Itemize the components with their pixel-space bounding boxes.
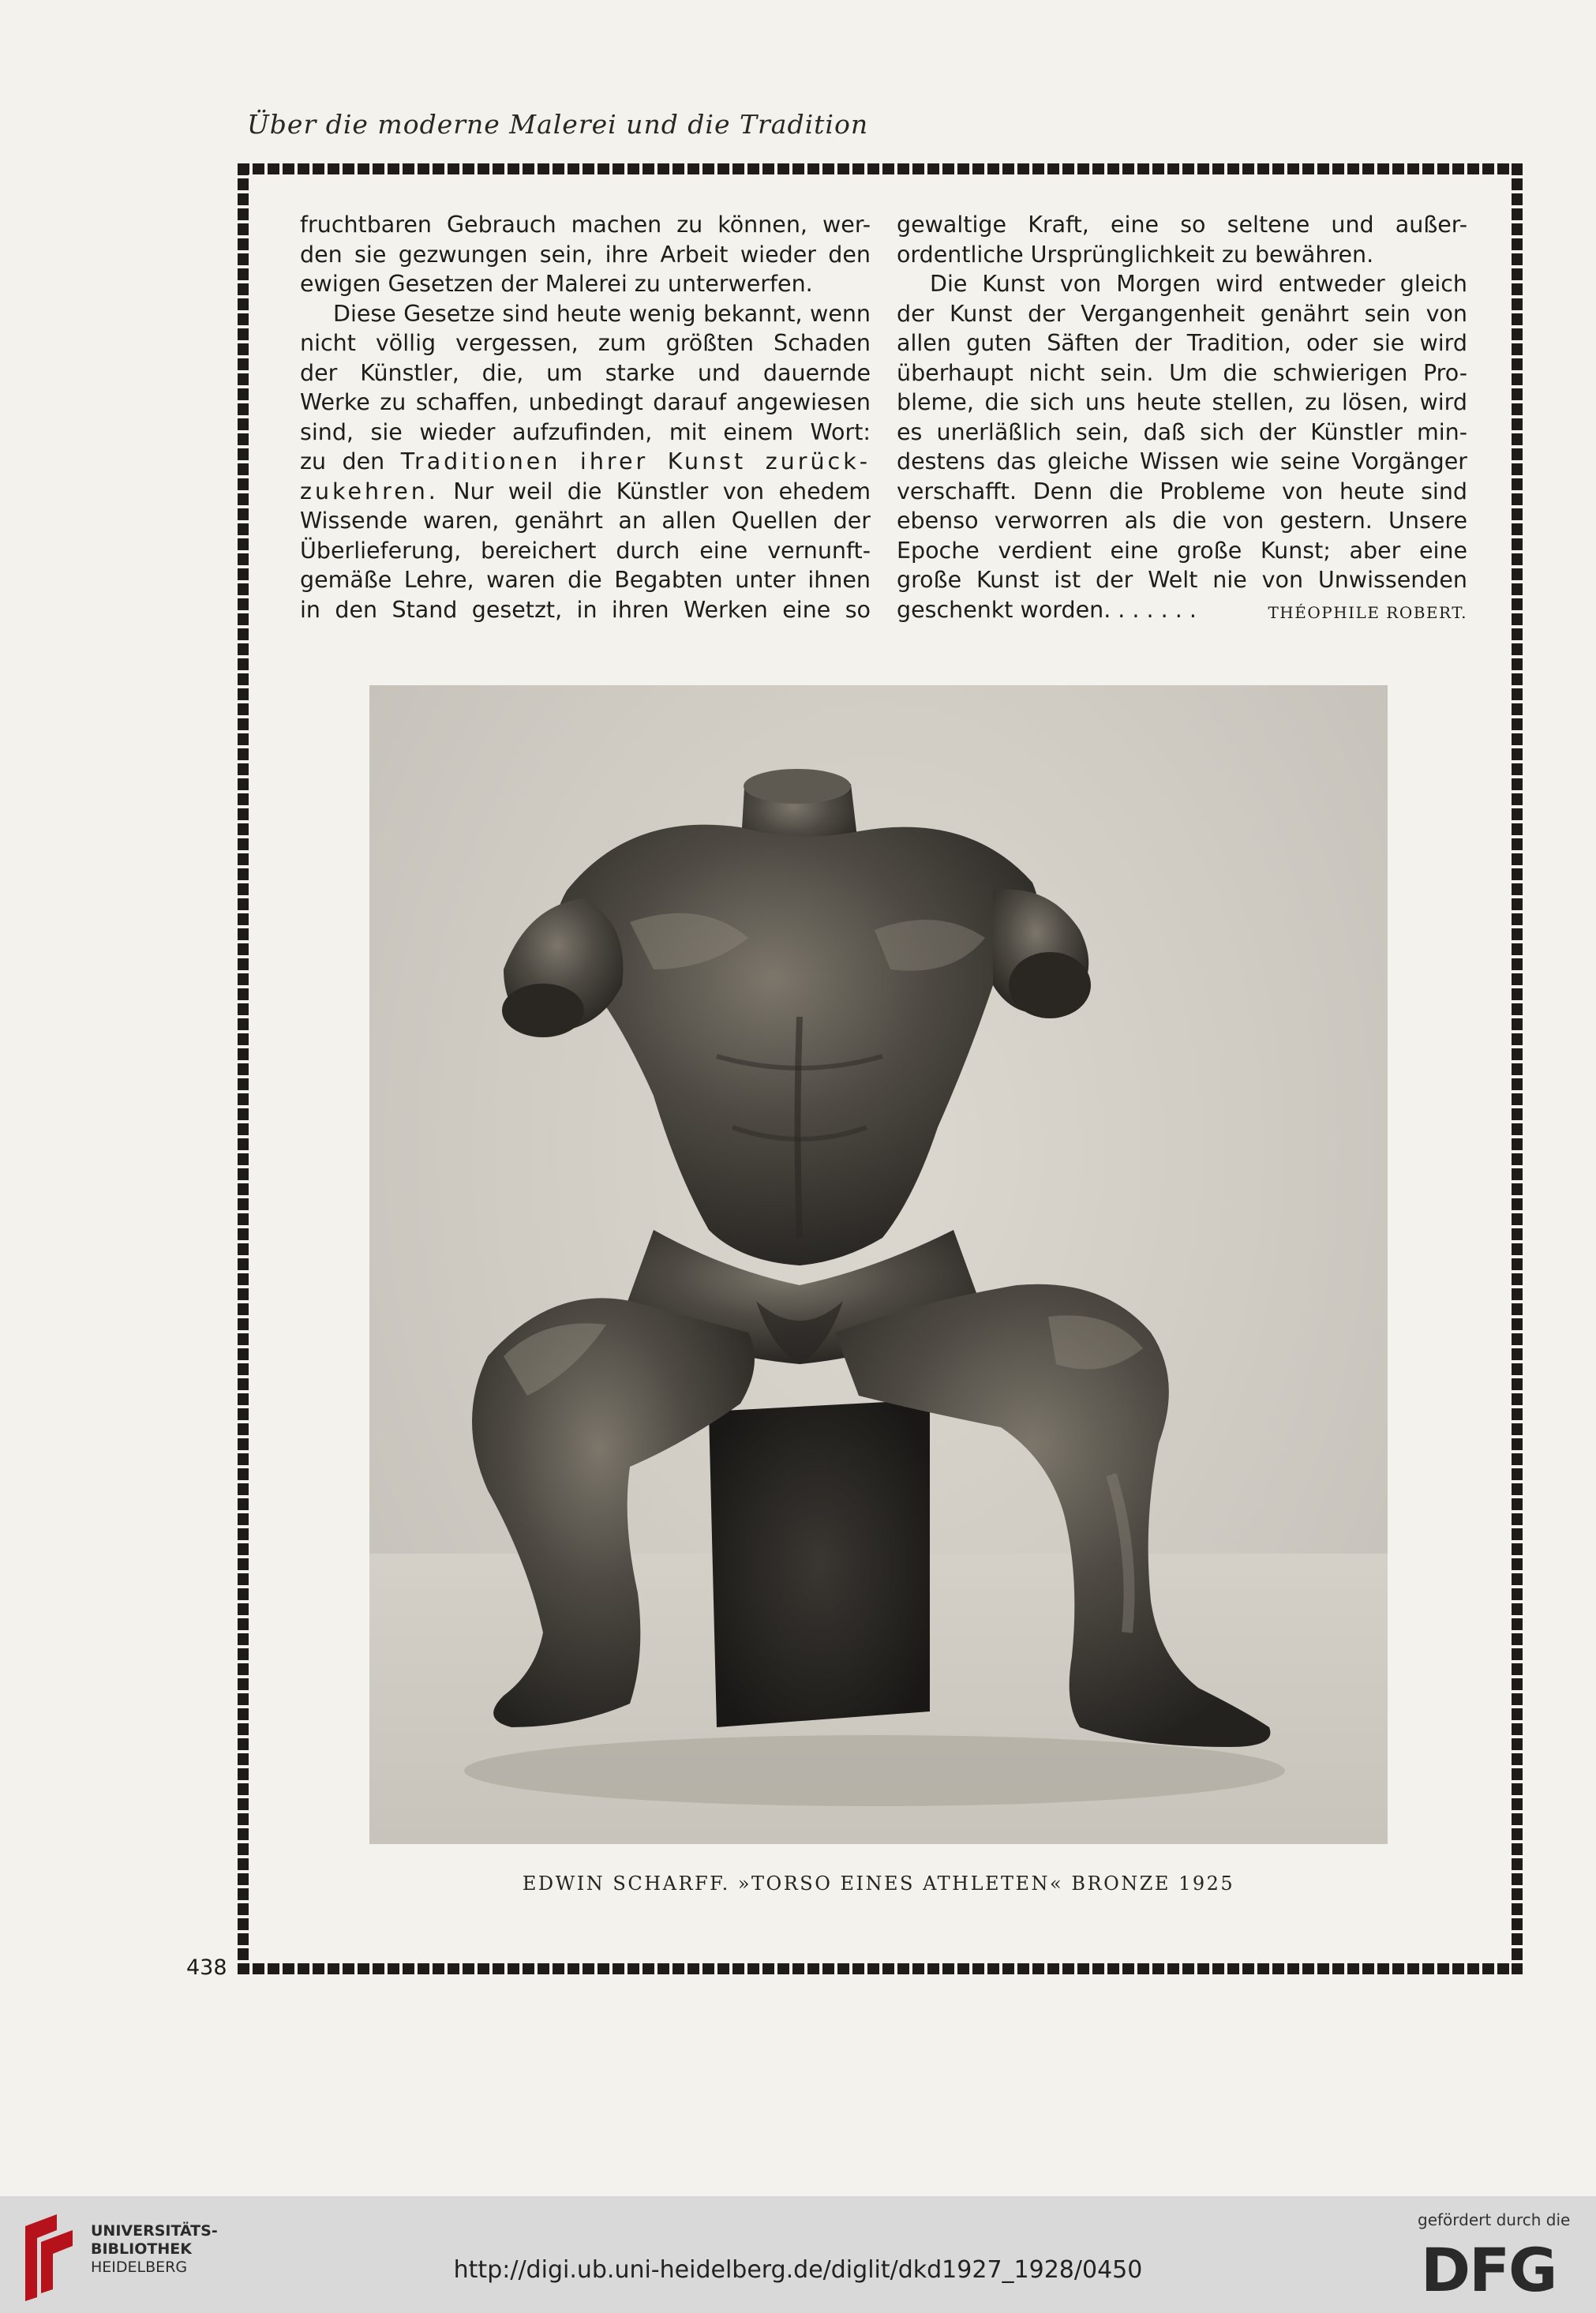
text-line: destens das gleiche Wissen wie seine Vorgänger (897, 448, 1467, 474)
text-line: bleme, die sich uns heute stellen, zu lösen, wird (897, 389, 1467, 415)
text-line: geschenkt worden. . . . . . . (897, 596, 1197, 623)
decorative-border-right (1512, 163, 1523, 1974)
figure-caption: EDWIN SCHARFF. »TORSO EINES ATHLETEN« BRONZE 1925 (522, 1873, 1235, 1895)
text-line: der Künstler, die, um starke und dauernde (300, 359, 871, 386)
text-line: in den Stand gesetzt, in ihren Werken eine so (300, 596, 871, 623)
text-line: allen guten Säften der Tradition, oder sie wird (897, 330, 1467, 356)
library-name-line: HEIDELBERG (91, 2259, 188, 2276)
decorative-border-bottom (238, 1963, 1523, 1974)
text-line: Überlieferung, bereichert durch eine vernunft- (300, 537, 871, 564)
emphasis-text: Traditionen ihrer Kunst zurück- (400, 448, 871, 474)
emphasis-text: zukehren. (300, 478, 439, 504)
text-line: ebenso verworren als die von gestern. Unsere (897, 508, 1467, 534)
sculpture-photograph (369, 685, 1388, 1844)
article-column-right (897, 210, 1467, 628)
text-line: Die Kunst von Morgen wird entweder gleich (930, 271, 1467, 297)
text-line: zukehren. Nur weil die Künstler von ehedem (300, 478, 871, 504)
text-line: große Kunst ist der Welt nie von Unwissenden (897, 567, 1467, 593)
text-line: Diese Gesetze sind heute wenig bekannt, wenn (333, 300, 871, 327)
text-line: sind, sie wieder aufzufinden, mit einem Wort: (300, 418, 871, 445)
dfg-logo: DFG (1421, 2235, 1557, 2305)
text-line: es unerläßlich sein, daß sich der Künstler min- (897, 418, 1467, 445)
text-line: verschafft. Denn die Probleme von heute sind (897, 478, 1467, 504)
text-line: den sie gezwungen sein, ihre Arbeit wieder den (300, 241, 871, 268)
library-name-line: BIBLIOTHEK (91, 2240, 192, 2258)
digitization-footer-bar (0, 2196, 1596, 2313)
text-line: gewaltige Kraft, eine so seltene und außer- (897, 212, 1467, 238)
text-line: zu den Traditionen ihrer Kunst zurück- (300, 448, 871, 474)
library-name-line: UNIVERSITÄTS- (91, 2222, 218, 2240)
text-line: ewigen Gesetzen der Malerei zu unterwerfen. (300, 271, 813, 297)
decorative-border-left (238, 163, 249, 1974)
page-number: 438 (186, 1955, 227, 1980)
text-line: nicht völlig vergessen, zum größten Schaden (300, 330, 871, 356)
text-line: der Kunst der Vergangenheit genährt sein von (897, 300, 1467, 327)
running-title: Über die moderne Malerei und die Tradition (247, 109, 869, 140)
permalink-url[interactable]: http://digi.ub.uni-heidelberg.de/diglit/dkd1927_1928/0450 (453, 2256, 1143, 2284)
text-line: ordentliche Ursprünglichkeit zu bewähren. (897, 241, 1374, 268)
text-line: fruchtbaren Gebrauch machen zu können, wer- (300, 212, 871, 238)
funding-note: gefördert durch die (1418, 2210, 1571, 2229)
text-line: überhaupt nicht sein. Um die schwierigen Pro- (897, 359, 1467, 386)
author-signature: THÉOPHILE ROBERT. (1268, 602, 1467, 622)
text-line: gemäße Lehre, waren die Begabten unter ihnen (300, 567, 871, 593)
decorative-border-top (238, 163, 1523, 174)
text-line: Werke zu schaffen, unbedingt darauf angewiesen (300, 389, 871, 415)
bronze-torso-figure (369, 685, 1388, 1844)
article-column-left (300, 210, 871, 624)
text-line-with-signature (897, 595, 1467, 625)
text-line: Epoche verdient eine große Kunst; aber eine (897, 537, 1467, 564)
text-line: Wissende waren, genährt an allen Quellen der (300, 508, 871, 534)
